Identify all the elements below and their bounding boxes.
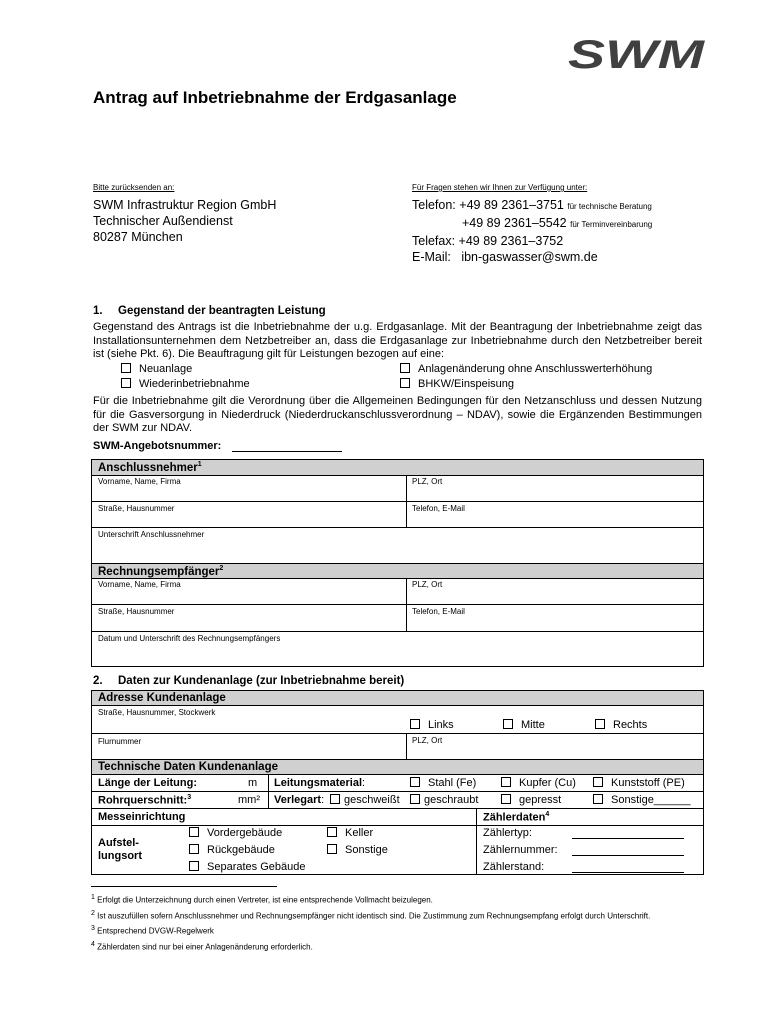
verlegart-geschraubt[interactable]: geschraubt xyxy=(410,794,478,806)
loc-vordergebaeude[interactable]: Vordergebäude xyxy=(189,827,282,839)
laenge-label: Länge der Leitung: xyxy=(98,777,197,789)
section-2-number: 2. xyxy=(93,675,103,687)
street-field[interactable]: Straße, Hausnummer xyxy=(98,607,175,616)
footnote-divider xyxy=(91,886,277,887)
recipient-address xyxy=(93,197,276,245)
zaehlernummer-label: Zählernummer: xyxy=(483,844,558,856)
footnote: $^2$ Ist auszufüllen sofern Anschlussnehmer und Rechnungsempfänger nicht identisch sind. Die Zustimmung zum Rechnungsempfang erfolgt durch Unterschrift. xyxy=(91,909,651,921)
offer-number-field[interactable] xyxy=(232,451,342,452)
phone-2-note: für Terminvereinbarung xyxy=(570,220,653,229)
footnotes xyxy=(91,893,702,953)
checkbox[interactable] xyxy=(593,777,603,787)
checkbox[interactable] xyxy=(189,861,199,871)
phone-field[interactable]: Telefon, E-Mail xyxy=(412,504,465,513)
zaehlertyp-label: Zählertyp: xyxy=(483,827,532,839)
return-label: Bitte zurücksenden an: xyxy=(93,183,175,192)
checkbox[interactable] xyxy=(327,827,337,837)
material-kupfer[interactable]: Kupfer (Cu) xyxy=(501,777,576,789)
option-label: Anlagenänderung ohne Anschlusswerterhöhung xyxy=(418,363,653,375)
street-field[interactable]: Straße, Hausnummer xyxy=(98,504,175,513)
phone-1: +49 89 2361–3751 xyxy=(459,198,564,212)
zaehlerstand-label: Zählerstand: xyxy=(483,861,545,873)
checkbox[interactable] xyxy=(121,363,131,373)
address-line: Technischer Außendienst xyxy=(93,214,233,228)
logo-text: SWM xyxy=(568,34,706,74)
zaehler-header: Zählerdaten$^4$ xyxy=(483,811,550,824)
floor-field[interactable]: Flurnummer xyxy=(98,737,142,746)
rohr-unit: mm² xyxy=(238,794,260,806)
signature-field[interactable]: Datum und Unterschrift des Rechnungsempfängers xyxy=(98,634,281,643)
plz-field[interactable]: PLZ, Ort xyxy=(412,477,443,486)
phone-2: +49 89 2361–5542 xyxy=(462,216,567,230)
contact-block xyxy=(412,197,712,265)
section-1-para-2: Für die Inbetriebnahme gilt die Verordnung über die Allgemeinen Bedingungen für den Netzanschluss und dessen Nutzung für die Gasversorgung in Niederdruck (Niederdruckanschlussverordnung – NDAV), sowie die Ergänzenden Bestimmungen der SWM zur NDAV. xyxy=(93,395,702,434)
checkbox[interactable] xyxy=(327,844,337,854)
mess-header: Messeinrichtung xyxy=(98,811,186,823)
option-wiederinbetriebnahme[interactable] xyxy=(121,378,250,390)
checkbox[interactable] xyxy=(410,719,420,729)
checkbox[interactable] xyxy=(400,378,410,388)
technisch-box xyxy=(91,759,704,875)
page-title: Antrag auf Inbetriebnahme der Erdgasanlage xyxy=(93,88,457,107)
loc-keller[interactable]: Keller xyxy=(327,827,373,839)
position-mitte[interactable]: Mitte xyxy=(503,719,545,731)
material-kunststoff[interactable]: Kunststoff (PE) xyxy=(593,777,685,789)
verlegart-label: Verlegart: xyxy=(274,794,325,806)
checkbox[interactable] xyxy=(189,844,199,854)
section-1-number: 1. xyxy=(93,305,103,317)
zaehlerstand-field[interactable] xyxy=(572,872,684,873)
checkbox[interactable] xyxy=(593,794,603,804)
option-neuanlage[interactable] xyxy=(121,363,192,375)
verlegart-sonstige[interactable]: Sonstige______ xyxy=(593,794,691,806)
material-stahl[interactable]: Stahl (Fe) xyxy=(410,777,476,789)
option-bhkw[interactable] xyxy=(400,378,514,390)
position-rechts[interactable]: Rechts xyxy=(595,719,647,731)
material-label: Leitungsmaterial: xyxy=(274,777,366,789)
section-1-title: Gegenstand der beantragten Leistung xyxy=(118,305,326,317)
checkbox[interactable] xyxy=(330,794,340,804)
checkbox[interactable] xyxy=(410,794,420,804)
anschlussnehmer-header: Anschlussnehmer$^1$ xyxy=(92,460,703,475)
email: ibn-gaswasser@swm.de xyxy=(461,250,598,264)
verlegart-gepresst[interactable]: gepresst xyxy=(501,794,561,806)
address-line: SWM Infrastruktur Region GmbH xyxy=(93,198,277,212)
zaehlertyp-field[interactable] xyxy=(572,838,684,839)
checkbox[interactable] xyxy=(410,777,420,787)
footnote: $^4$ Zählerdaten sind nur bei einer Anlagenänderung erforderlich. xyxy=(91,940,313,952)
fax: Telefax: +49 89 2361–3752 xyxy=(412,234,564,248)
anschlussnehmer-box xyxy=(91,459,704,564)
loc-separates-gebaeude[interactable]: Separates Gebäude xyxy=(189,861,305,873)
phone-1-note: für technische Beratung xyxy=(567,202,652,211)
email-label: E-Mail: xyxy=(412,250,451,264)
checkbox[interactable] xyxy=(189,827,199,837)
section-1-para-1: Gegenstand des Antrags ist die Inbetriebnahme der u.g. Erdgasanlage. Mit der Beantragung der Inbetriebnahme zeigt das Installationsunternehmen dem Netzbetreiber an, dass die Erdgasanlage zur Inbetriebnahme durch den Netzbetreiber bereit ist (siehe Pkt. 6). Die Beauftragung gilt für Leistungen bezogen auf eine: xyxy=(93,321,702,360)
position-links[interactable]: Links xyxy=(410,719,454,731)
checkbox[interactable] xyxy=(400,363,410,373)
technisch-header: Technische Daten Kundenanlage xyxy=(92,760,703,774)
name-field[interactable]: Vorname, Name, Firma xyxy=(98,477,181,486)
signature-field[interactable]: Unterschrift Anschlussnehmer xyxy=(98,530,205,539)
rechnung-box xyxy=(91,563,704,667)
section-2-title: Daten zur Kundenanlage (zur Inbetriebnahme bereit) xyxy=(118,675,405,687)
street-field[interactable]: Straße, Hausnummer, Stockwerk xyxy=(98,708,216,717)
aufstellungsort-label: Aufstel- lungsort xyxy=(98,837,142,862)
loc-sonstige[interactable]: Sonstige xyxy=(327,844,388,856)
footnote: $^1$ Erfolgt die Unterzeichnung durch einen Vertreter, ist eine entsprechende Vollmacht beizulegen. xyxy=(91,894,433,905)
adresse-header: Adresse Kundenanlage xyxy=(92,691,703,705)
option-label: Wiederinbetriebnahme xyxy=(139,378,250,390)
adresse-box xyxy=(91,690,704,760)
name-field[interactable]: Vorname, Name, Firma xyxy=(98,580,181,589)
rohr-label: Rohrquerschnitt:$^3$ xyxy=(98,794,192,807)
verlegart-geschweisst[interactable]: geschweißt xyxy=(330,794,400,806)
option-label: Neuanlage xyxy=(139,363,193,375)
option-anlagenaenderung[interactable] xyxy=(400,363,652,375)
address-line: 80287 München xyxy=(93,230,183,244)
checkbox[interactable] xyxy=(503,719,513,729)
zaehlernummer-field[interactable] xyxy=(572,855,684,856)
checkbox[interactable] xyxy=(121,378,131,388)
questions-label: Für Fragen stehen wir Ihnen zur Verfügung unter: xyxy=(412,183,588,192)
option-label: BHKW/Einspeisung xyxy=(418,378,514,390)
checkbox[interactable] xyxy=(501,794,511,804)
offer-number-label: SWM-Angebotsnummer: xyxy=(93,440,222,452)
footnote: $^3$ Entsprechend DVGW-Regelwerk xyxy=(91,925,214,936)
checkbox[interactable] xyxy=(501,777,511,787)
checkbox[interactable] xyxy=(595,719,605,729)
plz-field[interactable]: PLZ, Ort xyxy=(412,736,443,745)
laenge-unit: m xyxy=(248,777,258,789)
phone-field[interactable]: Telefon, E-Mail xyxy=(412,607,465,616)
loc-rueckgebaeude[interactable]: Rückgebäude xyxy=(189,844,275,856)
plz-field[interactable]: PLZ, Ort xyxy=(412,580,443,589)
swm-logo xyxy=(566,34,706,74)
rechnung-header: Rechnungsempfänger$^2$ xyxy=(92,564,703,578)
phone-label: Telefon: xyxy=(412,198,456,212)
